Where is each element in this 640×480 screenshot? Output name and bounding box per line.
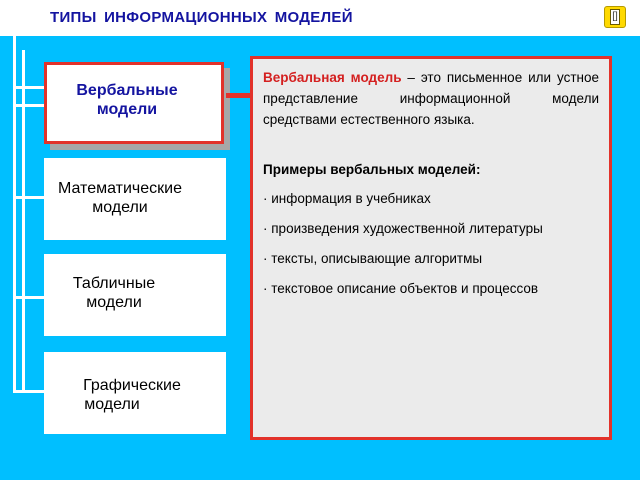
- branch-line-table: [16, 296, 44, 299]
- term-title: Вербальная модель: [263, 70, 402, 85]
- list-item: · тексты, описывающие алгоритмы: [263, 251, 483, 266]
- navigation-button[interactable]: [604, 6, 626, 28]
- page-title: ТИПЫ ИНФОРМАЦИОННЫХ МОДЕЛЕЙ: [50, 9, 353, 26]
- branch-line-verbal: [16, 86, 44, 89]
- category-label: Табличные модели: [72, 275, 156, 311]
- category-graphic-models[interactable]: [44, 352, 226, 434]
- list-item: · текстовое описание объектов и процессов: [263, 281, 539, 296]
- header-bar: [0, 0, 640, 36]
- list-item: · информация в учебниках: [263, 191, 431, 206]
- definition-text: [263, 67, 599, 130]
- category-verbal-models[interactable]: [44, 62, 224, 144]
- list-item: · произведения художественной литературы: [263, 221, 543, 236]
- branch-line-graphic: [16, 390, 44, 393]
- category-table-models[interactable]: [44, 254, 226, 336]
- category-label: Графические модели: [83, 377, 181, 413]
- page-icon: []: [610, 9, 620, 25]
- tree-trunk-line-inner: [22, 50, 25, 390]
- examples-heading: Примеры вербальных моделей:: [263, 162, 481, 177]
- definition-body: – это письменное или устное представление информационной модели средствами естественного языка.: [263, 70, 599, 127]
- examples-list: [263, 188, 599, 299]
- category-label: Вербальные модели: [76, 82, 178, 118]
- category-math-models[interactable]: [44, 158, 226, 240]
- branch-line-verbal-lower: [16, 104, 44, 107]
- active-connector: [226, 93, 252, 98]
- tree-trunk-line: [13, 36, 16, 393]
- category-label: Математические модели: [58, 180, 182, 216]
- definition-panel: [250, 56, 612, 440]
- branch-line-math: [16, 196, 44, 199]
